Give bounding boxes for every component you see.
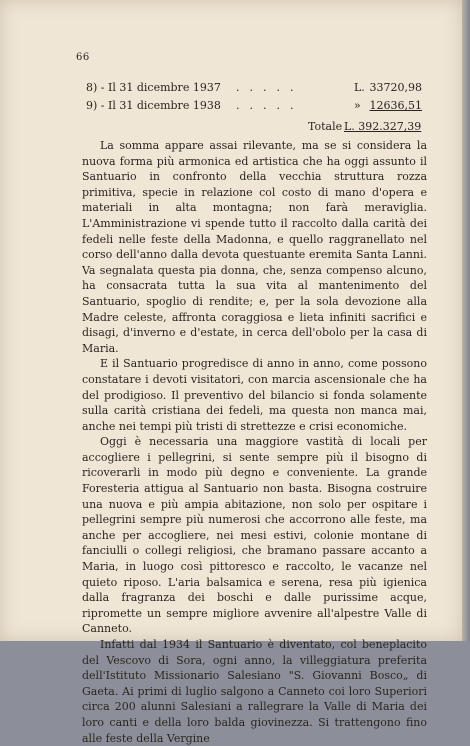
paragraph: Infatti dal 1934 il Santuario è diventato, col beneplacito del Vescovo di Sora, ogni anno, la villeggiatura preferita dell'Istituto Missionario Salesiano "S. Giovanni Bosco„ di Gaeta. Ai primi di luglio salgono a Canneto coi loro Superiori circa 200 alunni Salesiani a rallegrare la Valle di Maria dei loro canti e della loro balda giovinezza. Si trattengono fino alle feste della Vergine	[82, 638, 427, 745]
ledger-row	[86, 81, 426, 99]
ledger-currency: »	[354, 99, 361, 112]
ledger-value: 12636,51	[369, 99, 422, 112]
ledger-list	[86, 81, 426, 117]
paragraph: Oggi è necessaria una maggiore vastità di locali per accogliere i pellegrini, si sente sempre più il bisogno di ricoverarli in modo più degno e conveniente. La grande Foresteria attigua al Santuario non basta. Bisogna costruire una nuova e più ampia abitazione, non solo per ospitare i pellegrini sempre più numerosi che accorrono alle feste, ma anche per accogliere, nei mesi estivi, colonie montane di fanciulli o collegi religiosi, che bramano passare accanto a Maria, in luogo così pittoresco e raccolto, le vacanze nel quieto riposo. L'aria balsamica e serena, resa più igienica dalla fragranza dei boschi e dalle purissime acque, ripromette un sempre migliore avvenire all'alpestre Valle di Canneto.	[82, 435, 427, 636]
paragraph: La somma appare assai rilevante, ma se si considera la nuova forma più armonica ed artistica che ha oggi assunto il Santuario in confronto della vecchia struttura rozza primitiva, specie in relazione col costo di mano d'opera e materiali in alta montagna; non farà meraviglia. L'Amministrazione vi spende tutto il raccolto dalla carità dei fedeli nelle feste della Madonna, e quello raggranellato nel corso dell'anno dalla devota questuante eremita Santa Lanni. Va segnalata questa pia donna, che, senza compenso alcuno, ha consacrata tutta la sua vita al mantenimento del Santuario, spoglio di rendite; e, per la sola devozione alla Madre celeste, affronta coraggiosa e lieta infiniti sacrifici e disagi, d'inverno e d'estate, in cerca dell'obolo per la casa di Maria.	[82, 139, 427, 355]
ledger-dots: .....	[236, 81, 304, 94]
ledger-row	[86, 99, 426, 117]
paragraph: E il Santuario progredisce di anno in anno, come possono constatare i devoti visitatori, con marcia ascensionale che ha del prodigioso. Il preventivo del bilancio si fonda solamente sulla carità cristiana dei fedeli, ma questa non manca mai, anche nei tempi più tristi di strettezze e crisi economiche.	[82, 357, 427, 433]
background-edge	[462, 0, 470, 641]
ledger-label: 8) - Il 31 dicembre 1937	[86, 81, 221, 94]
body-text	[82, 138, 427, 746]
ledger-dots: .....	[236, 99, 304, 112]
ledger-value: 33720,98	[369, 81, 422, 94]
ledger-label: 9) - Il 31 dicembre 1938	[86, 99, 221, 112]
total-value: L. 392.327,39	[344, 120, 422, 133]
page-number: 66	[76, 52, 90, 63]
total-label: Totale	[308, 120, 343, 133]
ledger-currency: L.	[354, 81, 365, 94]
